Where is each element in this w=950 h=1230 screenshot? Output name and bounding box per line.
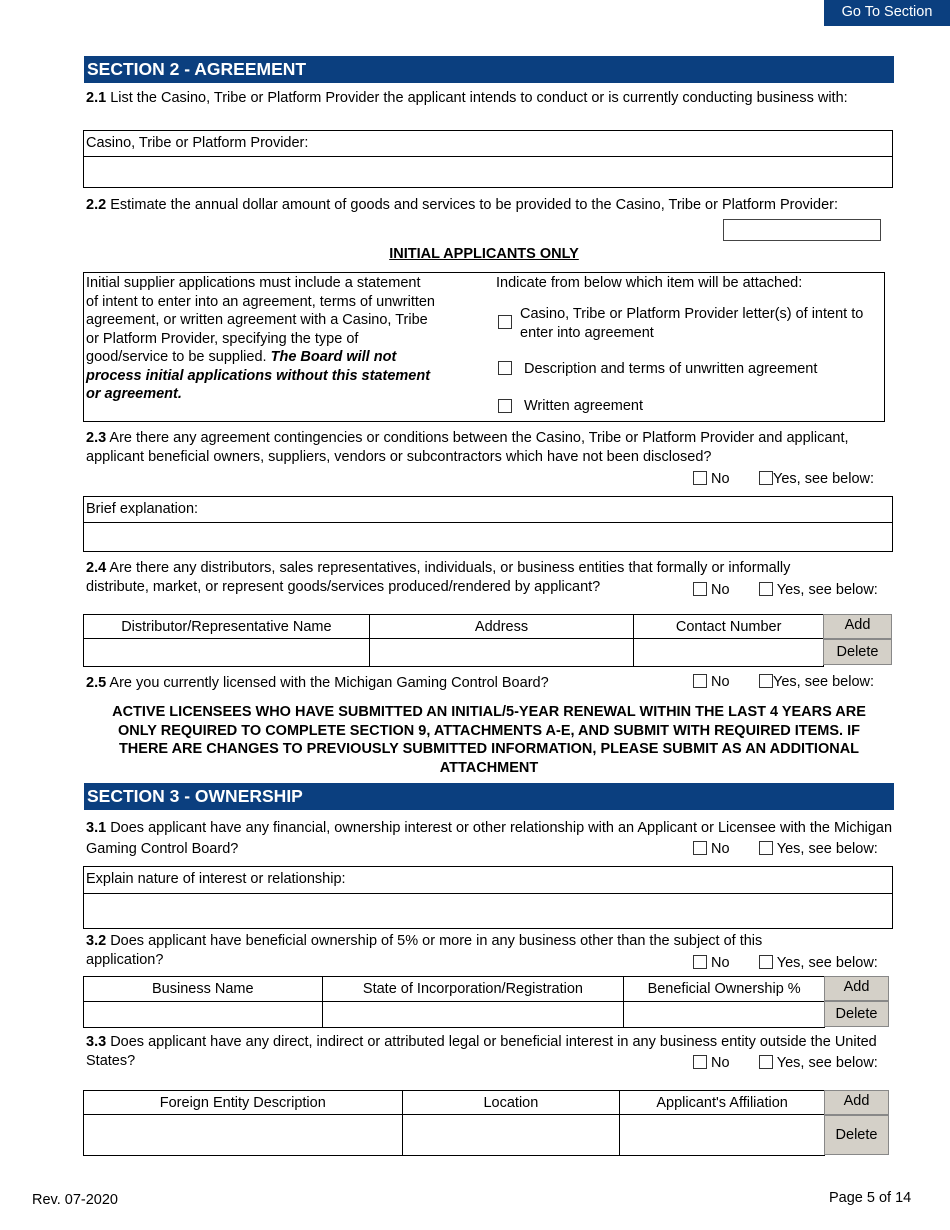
checkbox[interactable]	[759, 841, 773, 855]
option-label: Yes, see below:	[773, 674, 875, 690]
question-text: Are there any distributors, sales representatives, individuals, or business entities that formally or informally distribute, market, or represent goods/services produced/rendered by applicant?	[86, 560, 791, 595]
column-header: Contact Number	[634, 615, 824, 639]
option-label: Yes, see below:	[776, 1055, 878, 1071]
q3-1-no-option[interactable]	[693, 841, 730, 857]
question-text: List the Casino, Tribe or Platform Provider the applicant intends to conduct or is currently conducting business with:	[110, 90, 848, 106]
explanation-field-box	[83, 496, 893, 552]
interest-field-box	[83, 866, 893, 929]
add-business-button[interactable]: Add	[824, 976, 889, 1001]
column-header: Foreign Entity Description	[84, 1091, 403, 1115]
option-label: No	[711, 955, 730, 971]
q3-3-no-option[interactable]	[693, 1055, 730, 1071]
attachment-instruction: Indicate from below which item will be attached:	[496, 275, 803, 291]
ownership-percent-input[interactable]	[624, 1002, 825, 1028]
option-label: No	[711, 471, 730, 487]
provider-field-box	[83, 130, 893, 188]
option-label: No	[711, 582, 730, 598]
page-number: Page 5 of 14	[829, 1190, 912, 1206]
question-number: 3.2	[86, 933, 107, 949]
question-2-2	[86, 196, 894, 215]
requirement-statement: Initial supplier applications must include a statement of intent to enter into an agreement, terms of unwritten agreement, or written agreement with a Casino, Tribe or Platform Provider, specifying the type of good/service to be supplied.	[86, 275, 435, 365]
incorporation-state-input[interactable]	[322, 1002, 624, 1028]
option-unwritten-agreement-label: Description and terms of unwritten agreement	[524, 361, 818, 377]
checkbox[interactable]	[759, 582, 773, 596]
checkbox[interactable]	[498, 361, 512, 375]
checkbox[interactable]	[693, 841, 707, 855]
affiliation-input[interactable]	[620, 1115, 825, 1156]
provider-input[interactable]	[84, 157, 892, 187]
q2-5-yes-option[interactable]	[759, 674, 874, 690]
question-number: 3.3	[86, 1034, 107, 1050]
revision-label: Rev. 07-2020	[32, 1192, 118, 1208]
question-text: Are there any agreement contingencies or conditions between the Casino, Tribe or Platform Provider and applicant, applicant beneficial owners, suppliers, vendors or subcontractors which have not been disclosed?	[86, 430, 849, 465]
question-number: 2.1	[86, 90, 107, 106]
option-letter-of-intent-label: Casino, Tribe or Platform Provider letter(s) of intent to enter into agreement	[520, 306, 864, 341]
section-3-header: SECTION 3 - OWNERSHIP	[84, 783, 894, 810]
annual-amount-input[interactable]	[723, 219, 881, 241]
column-header: Applicant's Affiliation	[620, 1091, 825, 1115]
column-header: State of Incorporation/Registration	[322, 977, 624, 1002]
option-label: No	[711, 841, 730, 857]
column-header: Beneficial Ownership %	[624, 977, 825, 1002]
question-number: 2.4	[86, 560, 107, 576]
checkbox[interactable]	[693, 582, 707, 596]
distributor-address-input[interactable]	[369, 639, 634, 667]
question-2-4	[86, 559, 846, 596]
requirement-emphasis: The Board will not process initial applications without this statement or agreement.	[86, 349, 431, 402]
option-written-agreement-checkbox[interactable]	[498, 399, 512, 415]
go-to-section-button[interactable]: Go To Section	[824, 0, 950, 26]
q2-3-no-option[interactable]	[693, 471, 730, 487]
option-label: Yes, see below:	[773, 471, 875, 487]
option-unwritten-agreement-checkbox[interactable]	[498, 361, 512, 377]
question-2-3	[86, 429, 894, 466]
question-text: Does applicant have beneficial ownership of 5% or more in any business other than the subject of this application?	[86, 933, 763, 968]
provider-field-label: Casino, Tribe or Platform Provider:	[84, 131, 892, 157]
option-label: Yes, see below:	[776, 841, 878, 857]
q2-4-no-option[interactable]	[693, 582, 730, 598]
q3-1-yes-option[interactable]	[759, 841, 878, 857]
column-header: Distributor/Representative Name	[84, 615, 370, 639]
checkbox[interactable]	[693, 471, 707, 485]
q2-5-no-option[interactable]	[693, 674, 730, 690]
interest-field-label: Explain nature of interest or relationship:	[84, 867, 892, 894]
initial-requirement-text	[86, 274, 436, 404]
distributor-table	[83, 614, 824, 667]
q3-2-yes-option[interactable]	[759, 955, 878, 971]
question-number: 3.1	[86, 820, 107, 836]
foreign-entity-table	[83, 1090, 825, 1156]
foreign-location-input[interactable]	[402, 1115, 620, 1156]
checkbox[interactable]	[498, 315, 512, 329]
question-number: 2.3	[86, 430, 107, 446]
option-label: No	[711, 674, 730, 690]
interest-input[interactable]	[84, 894, 892, 928]
initial-applicants-box	[83, 272, 885, 422]
column-header: Address	[369, 615, 634, 639]
checkbox[interactable]	[693, 955, 707, 969]
active-licensee-notice: ACTIVE LICENSEES WHO HAVE SUBMITTED AN INITIAL/5-YEAR RENEWAL WITHIN THE LAST 4 YEARS ARE ONLY REQUIRED TO COMPLETE SECTION 9, ATTACHMENTS A-E, AND SUBMIT WITH REQUIRED ITEMS. IF THERE ARE CHANGES TO PREVIOUSLY SUBMITTED INFORMATION, PLEASE SUBMIT AS AN ADDITIONAL ATTACHMENT	[112, 704, 866, 776]
checkbox[interactable]	[693, 674, 707, 688]
question-text: Estimate the annual dollar amount of goods and services to be provided to the Casino, Tribe or Platform Provider:	[110, 197, 839, 213]
option-letter-of-intent-checkbox[interactable]	[498, 315, 512, 331]
checkbox[interactable]	[759, 955, 773, 969]
option-label: Yes, see below:	[776, 955, 878, 971]
q2-4-yes-option[interactable]	[759, 582, 878, 598]
business-name-input[interactable]	[84, 1002, 323, 1028]
option-written-agreement-label: Written agreement	[524, 398, 644, 414]
question-2-1	[86, 89, 894, 108]
distributor-contact-input[interactable]	[634, 639, 824, 667]
add-distributor-button[interactable]: Add	[823, 614, 892, 639]
checkbox[interactable]	[759, 674, 773, 688]
section-2-header: SECTION 2 - AGREEMENT	[84, 56, 894, 83]
question-2-5	[86, 674, 686, 693]
checkbox[interactable]	[759, 1055, 773, 1069]
foreign-entity-input[interactable]	[84, 1115, 403, 1156]
explanation-input[interactable]	[84, 523, 892, 551]
question-text: Does applicant have any direct, indirect or attributed legal or beneficial interest in any business entity outside the United States?	[86, 1034, 877, 1069]
option-label: Yes, see below:	[776, 582, 878, 598]
checkbox[interactable]	[693, 1055, 707, 1069]
column-header: Location	[402, 1091, 620, 1115]
option-label: No	[711, 1055, 730, 1071]
question-number: 2.5	[86, 675, 107, 691]
delete-business-button[interactable]: Delete	[824, 1001, 889, 1027]
q3-2-no-option[interactable]	[693, 955, 730, 971]
explanation-field-label: Brief explanation:	[84, 497, 892, 523]
add-foreign-entity-button[interactable]: Add	[824, 1090, 889, 1115]
business-ownership-table	[83, 976, 825, 1028]
question-text: Are you currently licensed with the Michigan Gaming Control Board?	[109, 675, 549, 691]
delete-foreign-entity-button[interactable]: Delete	[824, 1115, 889, 1155]
question-text: Does applicant have any financial, ownership interest or other relationship with an Applicant or Licensee with the Michigan Gaming Control Board?	[86, 820, 893, 857]
q3-3-yes-option[interactable]	[759, 1055, 878, 1071]
delete-distributor-button[interactable]: Delete	[823, 639, 892, 665]
checkbox[interactable]	[498, 399, 512, 413]
q2-3-yes-option[interactable]	[759, 471, 874, 487]
initial-applicants-heading: INITIAL APPLICANTS ONLY	[389, 246, 579, 262]
checkbox[interactable]	[759, 471, 773, 485]
column-header: Business Name	[84, 977, 323, 1002]
distributor-name-input[interactable]	[84, 639, 370, 667]
question-number: 2.2	[86, 197, 107, 213]
